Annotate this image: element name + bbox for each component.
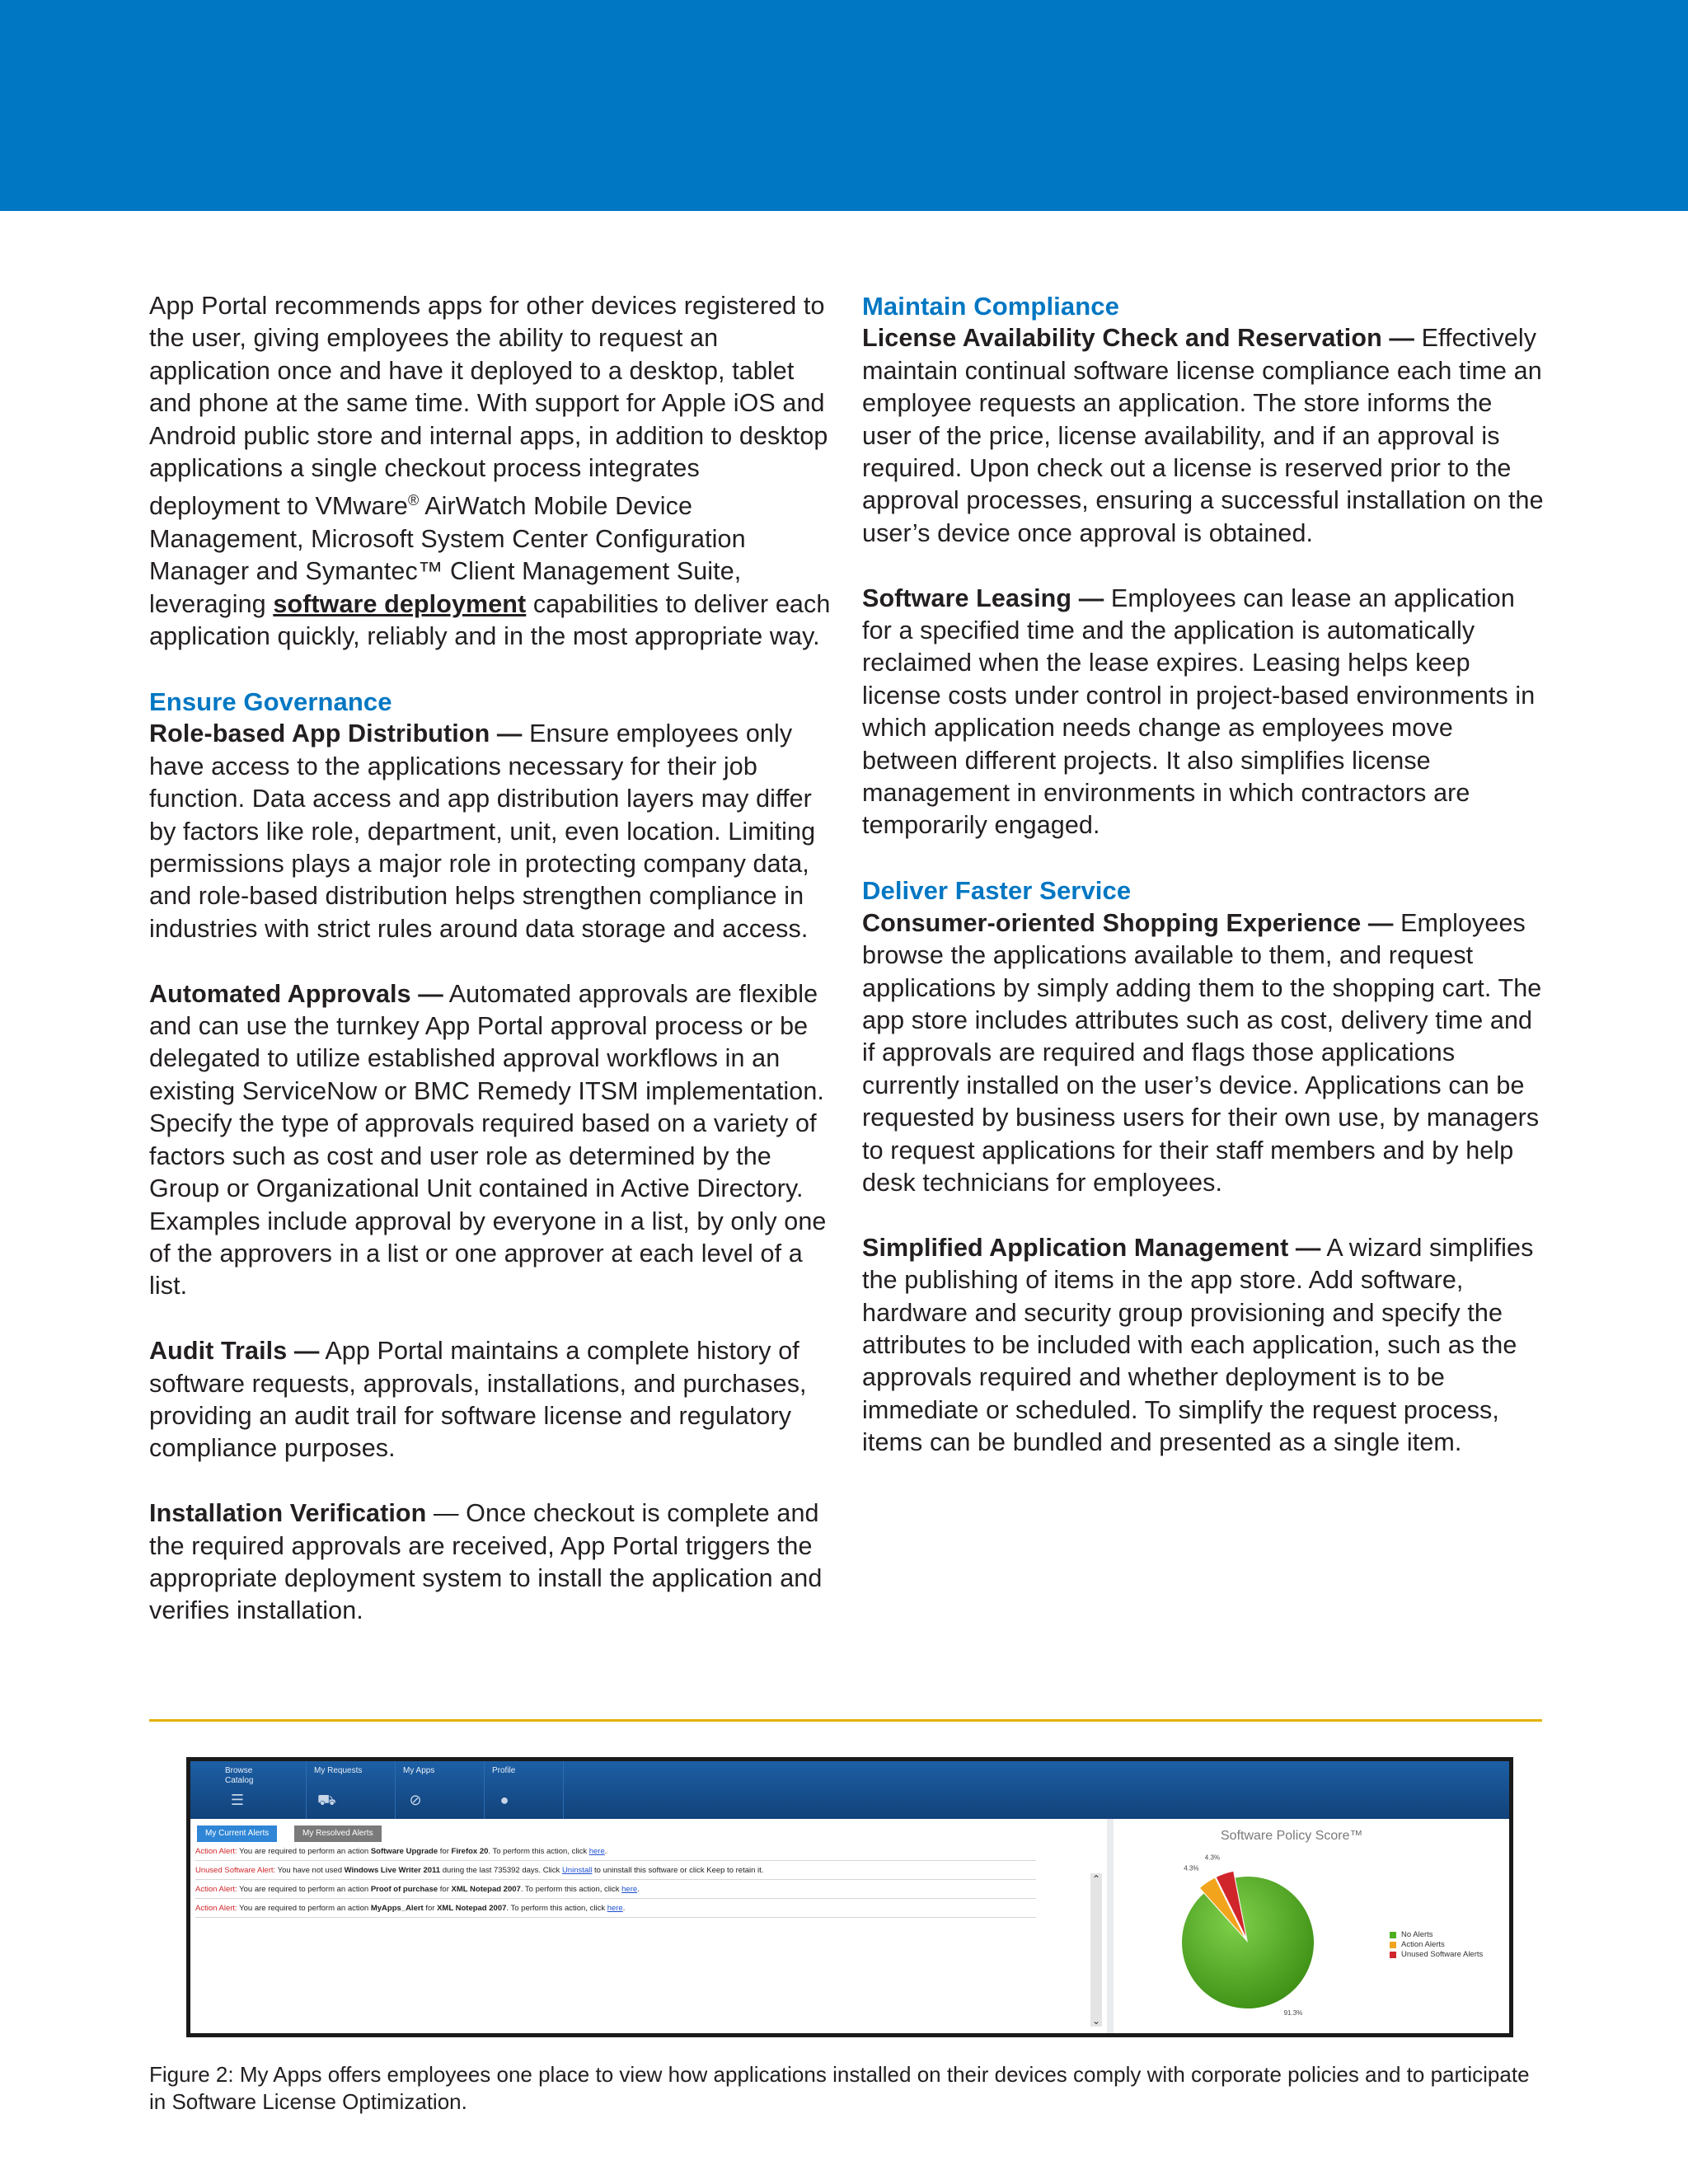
section-heading-governance: Ensure Governance	[149, 687, 392, 717]
alert-row: Action Alert: You are required to perform an action MyApps_Alert for XML Notepad 2007. To perform this action, click here.	[195, 1900, 1036, 1918]
alert-row: Unused Software Alert: You have not used Windows Live Writer 2011 during the last 735392 days. Click Uninstall to uninstall this software or click Keep to retain it.	[195, 1863, 1036, 1880]
divider-rule	[149, 1719, 1542, 1722]
intro-paragraph: App Portal recommends apps for other devices registered to the user, giving employees the ability to request an application once and have it deployed to a desktop, tablet and phone at the same time. With support for Apple iOS and Android public store and internal apps, in addition to desktop applications a single checkout process integrates deployment to VMware® AirWatch Mobile Device Management, Microsoft System Center Configuration Manager and Symantec™ Client Management Suite, leveraging software deployment capabilities to deliver each application quickly, reliably and in the most appropriate way.	[149, 292, 831, 651]
app-nav-bar	[190, 1761, 1509, 1819]
paragraph-license-check: License Availability Check and Reservation — Effectively maintain continual software license compliance each time an employee requests an application. The store informs the user of the price, license availability, and if an approval is required. Upon check out a license is reserved prior to the approval processes, ensuring a successful installation on the user’s device once approval is obtained.	[862, 324, 1544, 547]
section-heading-faster-service: Deliver Faster Service	[862, 876, 1132, 906]
here-link[interactable]: here	[621, 1885, 638, 1894]
chart-legend	[1390, 1930, 1483, 1960]
paragraph-role-based: Role-based App Distribution — Ensure employees only have access to the applications necessary for their job function. Data access and app distribution layers may differ by factors like role, department, unit, even location. Limiting permissions plays a major role in protecting company data, and role-based distribution helps strengthen compliance in industries with strict rules around data storage and access.	[149, 719, 816, 943]
header-banner	[0, 0, 1688, 211]
catalog-icon: ☰	[230, 1792, 245, 1808]
nav-separator	[484, 1761, 485, 1819]
tab-current-alerts[interactable]: My Current Alerts	[197, 1825, 277, 1842]
nav-separator	[563, 1761, 564, 1819]
chart-title: Software Policy Score™	[1221, 1829, 1363, 1843]
uninstall-link[interactable]: Uninstall	[561, 1866, 593, 1875]
alert-row: Action Alert: You are required to perform an action Proof of purchase for XML Notepad 2007. To perform this action, click here.	[195, 1882, 1036, 1899]
paragraph-software-leasing: Software Leasing — Employees can lease an application for a specified time and the application is automatically reclaimed when the lease expires. Leasing helps keep license costs under control in project-based environments in which application needs change as employees move between different projects. It also simplifies license management in environments in which contractors are temporarily engaged.	[862, 583, 1536, 840]
paragraph-automated-approvals: Automated Approvals — Automated approvals are flexible and can use the turnkey App Portal approval process or be delegated to utilize established approval workflows in an existing ServiceNow or BMC Remedy ITSM implementation. Specify the type of approvals required based on a variety of factors such as cost and user role as determined by the Group or Organizational Unit contained in Active Directory. Examples include approval by everyone in a list, by only one of the approvers in a list or one approver at each level of a list.	[149, 979, 827, 1301]
here-link[interactable]: here	[607, 1904, 623, 1913]
left-column	[149, 290, 833, 1660]
figure-caption: Figure 2: My Apps offers employees one place to view how applications installed on their devices comply with corporate policies and to participate in Software License Optimization.	[149, 2062, 1530, 2114]
tab-resolved-alerts[interactable]: My Resolved Alerts	[294, 1825, 382, 1842]
alerts-scrollbar[interactable]	[1090, 1873, 1102, 2027]
pie-data-label: 4.3%	[1184, 1864, 1199, 1872]
nav-separator	[395, 1761, 396, 1819]
nav-browse-catalog[interactable]: Browse Catalog ☰	[225, 1766, 254, 1808]
paragraph-audit-trails: Audit Trails — App Portal maintains a complete history of software requests, approvals, installations, and purchases, providing an audit trail for software license and regulatory compliance purposes.	[149, 1337, 807, 1463]
legend-item: Action Alerts	[1390, 1940, 1483, 1950]
software-deployment-link[interactable]: software deployment	[273, 589, 527, 618]
panel-divider	[1107, 1819, 1114, 2033]
section-heading-compliance: Maintain Compliance	[862, 292, 1119, 321]
my-apps-screenshot	[186, 1757, 1513, 2037]
no-entry-icon: ⊘	[409, 1792, 422, 1808]
pie-data-label: 91.3%	[1283, 2008, 1303, 2017]
pie-data-label: 4.3%	[1204, 1854, 1221, 1862]
here-link[interactable]: here	[588, 1847, 605, 1856]
policy-score-pie	[1165, 1852, 1330, 2017]
person-icon: ●	[499, 1792, 509, 1808]
app-body	[190, 1819, 1509, 2033]
pie-slice-no-alerts	[1182, 1877, 1314, 2008]
nav-my-requests[interactable]: My Requests ⛟	[314, 1766, 363, 1808]
alert-row: Action Alert: You are required to perform an action Software Upgrade for Firefox 20. To perform this action, click here.	[195, 1844, 1036, 1861]
right-column	[862, 290, 1546, 1492]
chevron-up-icon[interactable]: ⌃	[1091, 1873, 1101, 1885]
alerts-list	[195, 1844, 1101, 2027]
legend-item: Unused Software Alerts	[1390, 1950, 1483, 1960]
paragraph-installation-verification: Installation Verification — Once checkout is complete and the required approvals are received, App Portal triggers the appropriate deployment system to install the application and verifies installation.	[149, 1499, 823, 1625]
paragraph-application-management: Simplified Application Management — A wizard simplifies the publishing of items in the app store. Add software, hardware and security group provisioning and specify the attributes to be included with each application, such as the approvals required and whether deployment is to be immediate or scheduled. To simplify the request process, items can be bundled and presented as a single item.	[862, 1233, 1534, 1457]
paragraph-shopping-experience: Consumer-oriented Shopping Experience — Employees browse the applications available to them, and request applications by simply adding them to the shopping cart. The app store includes attributes such as cost, delivery time and if approvals are required and flags those applications currently installed on the user’s device. Applications can be requested by business users for their own use, by managers to request applications for their staff members and by help desk technicians for employees.	[862, 908, 1542, 1197]
nav-profile[interactable]: Profile ●	[492, 1766, 516, 1808]
legend-swatch	[1390, 1932, 1396, 1938]
chevron-down-icon[interactable]: ⌄	[1091, 2015, 1101, 2027]
legend-swatch	[1390, 1952, 1396, 1958]
legend-item: No Alerts	[1390, 1930, 1483, 1940]
nav-my-apps[interactable]: My Apps ⊘	[403, 1766, 435, 1808]
legend-swatch	[1390, 1942, 1396, 1948]
nav-separator	[306, 1761, 307, 1819]
truck-icon: ⛟	[317, 1792, 336, 1808]
